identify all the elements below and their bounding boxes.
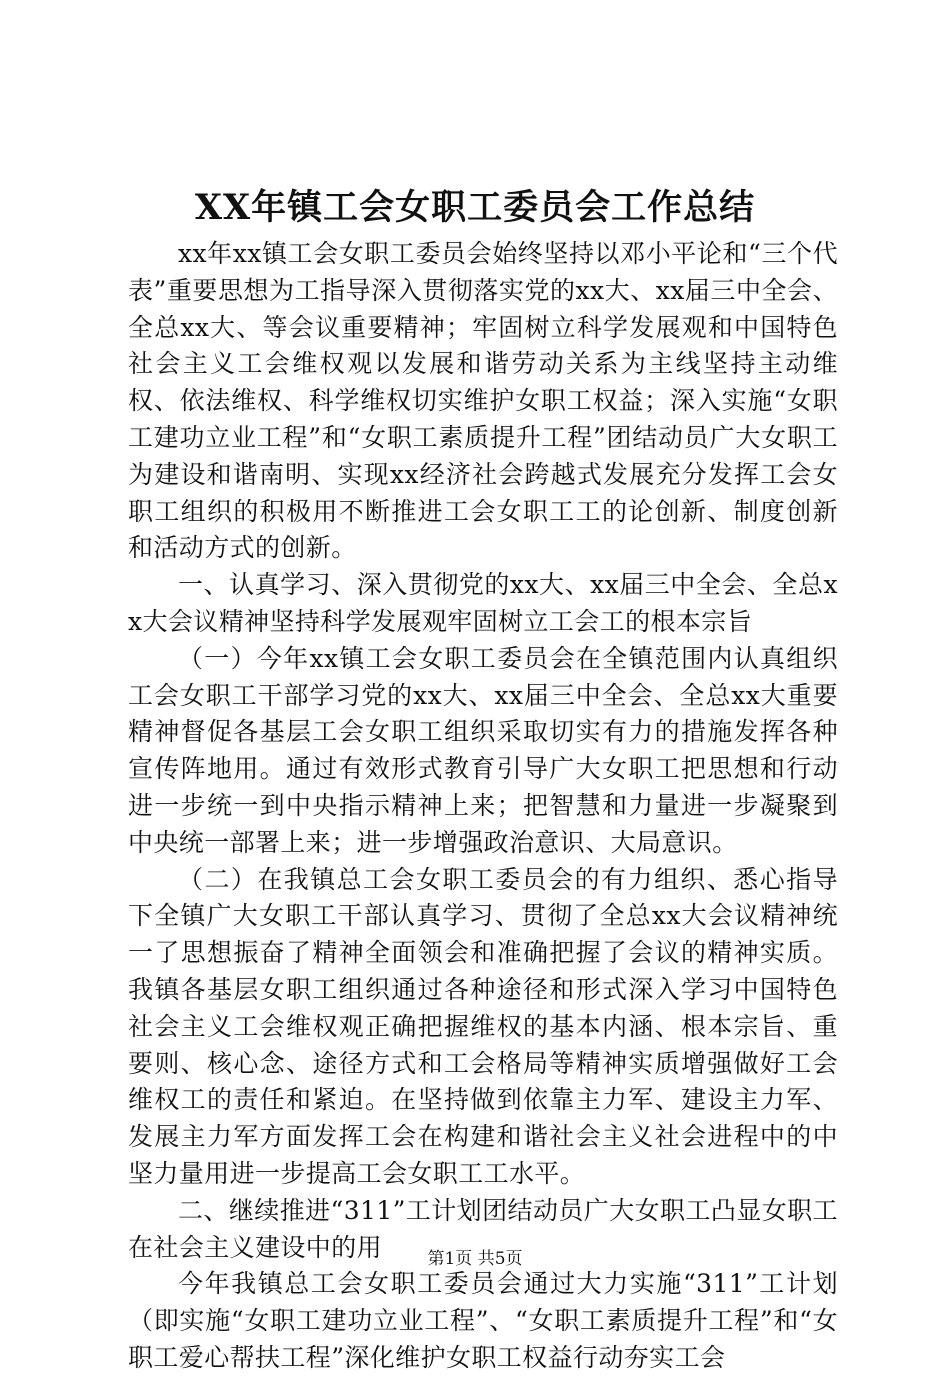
document-body	[128, 236, 838, 1377]
document-title: XX年镇工会女职工委员会工作总结	[194, 187, 756, 228]
page-footer	[0, 1247, 950, 1271]
paragraph-section-2-heading: 二、继续推进“311”工计划团结动员广大女职工凸显女职工在社会主义建设中的用	[128, 1195, 838, 1262]
paragraph-section-2-body: 今年我镇总工会女职工委员会通过大力实施“311”工计划（即实施“女职工建功立业工程”、“女职工素质提升工程”和“女职工爱心帮扶工程”深化维护女职工权益行动夯实工会	[128, 1269, 838, 1372]
paragraph-section-1-heading: 一、认真学习、深入贯彻党的xx大、xx届三中全会、全总xx大会议精神坚持科学发展观牢固树立工会工的根本宗旨	[128, 570, 838, 636]
paragraph-section-1-item-1: （一）今年xx镇工会女职工委员会在全镇范围内认真组织工会女职工干部学习党的xx大、xx届三中全会、全总xx大重要精神督促各基层工会女职工组织采取切实有力的措施发挥各种宣传阵地用。通过有效形式教育引导广大女职工把思想和行动进一步统一到中央指示精神上来；把智慧和力量进一步凝聚到中央统一部署上来；进一步增强政治意识、大局意识。	[128, 643, 838, 857]
paragraph-intro: xx年xx镇工会女职工委员会始终坚持以邓小平论和“三个代表”重要思想为工指导深入贯彻落实党的xx大、xx届三中全会、全总xx大、等会议重要精神；牢固树立科学发展观和中国特色社会主义工会维权观以发展和谐劳动关系为主线坚持主动维权、依法维权、科学维权切实维护女职工权益；深入实施“女职工建功立业工程”和“女职工素质提升工程”团结动员广大女职工为建设和谐南明、实现xx经济社会跨越式发展充分发挥工会女职工组织的积极用不断推进工会女职工工的论创新、制度创新和活动方式的创新。	[128, 239, 838, 563]
paragraph-section-1-item-2: （二）在我镇总工会女职工委员会的有力组织、悉心指导下全镇广大女职工干部认真学习、贯彻了全总xx大会议精神统一了思想振奋了精神全面领会和准确把握了会议的精神实质。我镇各基层女职工组织通过各种途径和形式深入学习中国特色社会主义工会维权观正确把握维权的基本内涵、根本宗旨、重要则、核心念、途径方式和工会格局等精神实质增强做好工会维权工的责任和紧迫。在坚持做到依靠主力军、建设主力军、发展主力军方面发挥工会在构建和谐社会主义社会进程中的中坚力量用进一步提高工会女职工工水平。	[128, 864, 838, 1188]
page-total: 共5页	[477, 1249, 523, 1269]
page-number: 第1页	[427, 1249, 473, 1269]
